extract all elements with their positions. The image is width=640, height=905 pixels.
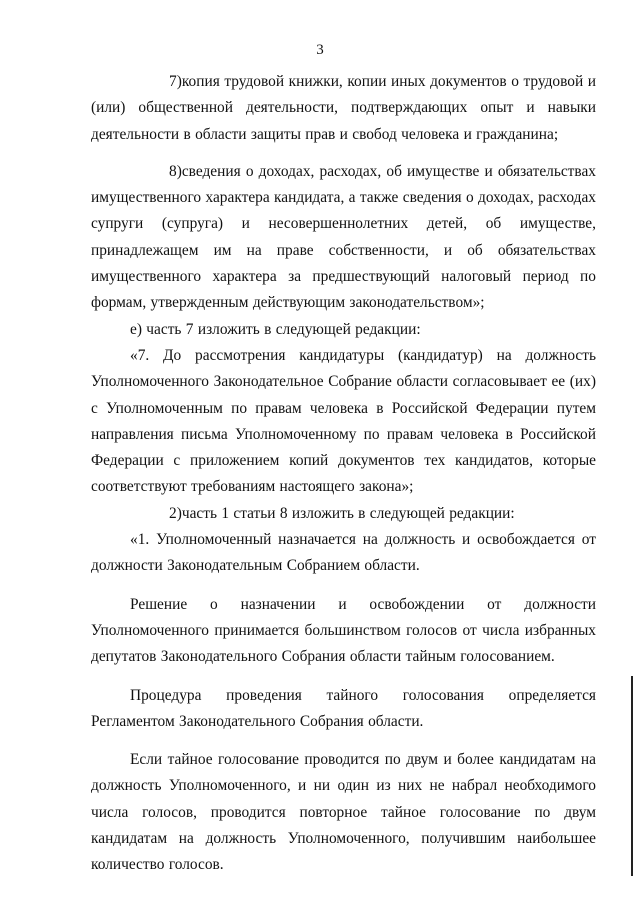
item-2 xyxy=(91,501,596,527)
article-8-paragraph: «1. Уполномоченный назначается на должность и освобождается от должности Законодательным Собранием области. xyxy=(91,531,596,575)
list-item-text: часть 1 статьи 8 изложить в следующей редакции: xyxy=(181,504,515,522)
part-7-text: «7. До рассмотрения кандидатуры (кандидатур) на должность Уполномоченного Законодательное Собрание области согласовывает ее (их) с Уполномоченным по правам человека в Российской Федерации путем направления письма Уполномоченному по правам человека в Российской Федерации с приложением копий документов тех кандидатов, которые соответствуют требованиям настоящего закона»; xyxy=(91,346,596,496)
article-8-paragraph: Решение о назначении и освобождении от должности Уполномоченного принимается большинством голосов от числа избранных депутатов Законодательного Собрания области тайным голосованием. xyxy=(91,595,596,666)
page-number: 3 xyxy=(316,42,324,58)
part-e-intro: е) часть 7 изложить в следующей редакции: xyxy=(130,320,421,338)
list-item-text: сведения о доходах, расходах, об имуществе и обязательствах имущественного характера кандидата, а также сведения о доходах, расходах супруги (супруга) и несовершеннолетних детей, об имуществе, принадлежащем им на праве собственности, и об обязательствах имущественного характера за предшествующий налоговый период по формам, утвержденным действующим законодательством»; xyxy=(91,162,596,312)
article-8-paragraph: Процедура проведения тайного голосования определяется Регламентом Законодательного Собрания области. xyxy=(91,686,596,730)
article-8-paragraph: Если тайное голосование проводится по двум и более кандидатам на должность Уполномоченного, и ни один из них не набрал необходимого числа голосов, проводится повторное тайное голосование по двум кандидатам на должность Уполномоченного, получившим наибольшее количество голосов. xyxy=(91,751,596,874)
list-item-text: копия трудовой книжки, копии иных документов о трудовой и (или) общественной деятельности, подтверждающих опыт и навыки деятельности в области защиты прав и свобод человека и гражданина; xyxy=(91,73,596,143)
list-item-number: 7) xyxy=(169,73,182,90)
list-item-8 xyxy=(91,159,596,317)
list-item-number: 2) xyxy=(169,504,182,522)
list-item-7 xyxy=(91,69,596,148)
scan-edge-mark xyxy=(631,676,633,876)
document-body xyxy=(91,69,596,879)
list-item-number: 8) xyxy=(169,162,182,180)
